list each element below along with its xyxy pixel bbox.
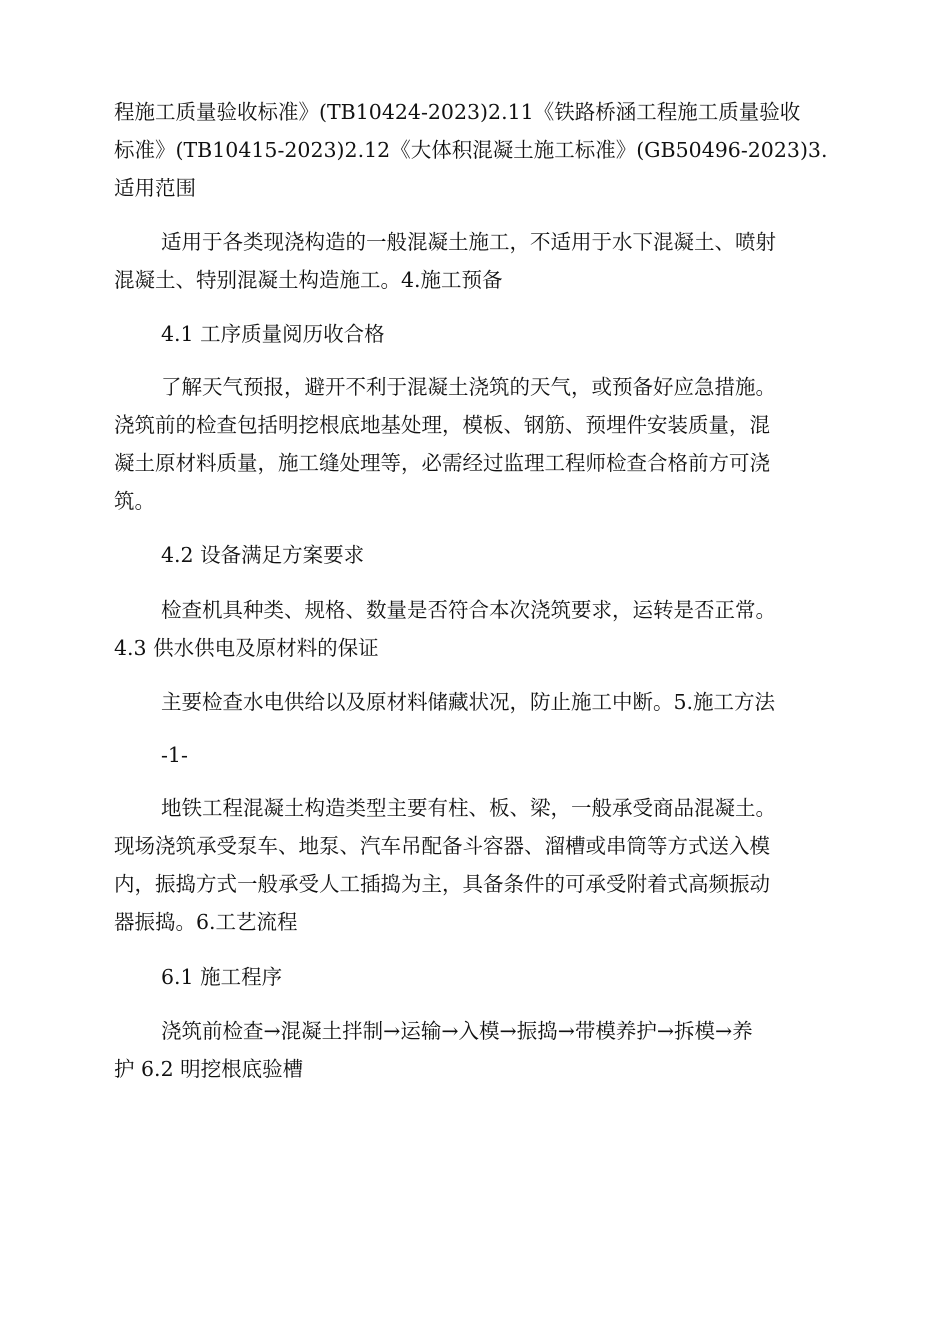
paragraph-line: 主要检查水电供给以及原材料储藏状况，防止施工中断。5.施工方法 bbox=[161, 690, 776, 714]
section-heading: 4.2 设备满足方案要求 bbox=[161, 543, 365, 567]
paragraph-line: 标准》(TB10415-2023)2.12《大体积混凝土施工标准》(GB50496-2023)3. bbox=[114, 138, 828, 162]
paragraph-line: 适用范围 bbox=[114, 176, 196, 200]
paragraph-line: 筑。 bbox=[114, 489, 155, 513]
paragraph-line: 程施工质量验收标准》(TB10424-2023)2.11《铁路桥涵工程施工质量验收 bbox=[114, 100, 801, 124]
section-heading: 6.1 施工程序 bbox=[161, 965, 283, 989]
paragraph-line: 器振捣。6.工艺流程 bbox=[114, 910, 298, 934]
paragraph-line: 检查机具种类、规格、数量是否符合本次浇筑要求，运转是否正常。 bbox=[161, 598, 776, 622]
paragraph-line: 现场浇筑承受泵车、地泵、汽车吊配备斗容器、溜槽或串筒等方式送入模 bbox=[114, 834, 770, 858]
page-number: -1- bbox=[161, 743, 188, 767]
paragraph-line: 适用于各类现浇构造的一般混凝土施工，不适用于水下混凝土、喷射 bbox=[161, 230, 776, 254]
paragraph-line: 了解天气预报，避开不利于混凝土浇筑的天气，或预备好应急措施。 bbox=[161, 375, 776, 399]
paragraph-line: 内，振捣方式一般承受人工插捣为主，具备条件的可承受附着式高频振动 bbox=[114, 872, 770, 896]
section-heading: 4.1 工序质量阅历收合格 bbox=[161, 322, 385, 346]
paragraph-line: 地铁工程混凝土构造类型主要有柱、板、梁，一般承受商品混凝土。 bbox=[161, 796, 776, 820]
paragraph-line: 浇筑前的检查包括明挖根底地基处理，模板、钢筋、预埋件安装质量，混 bbox=[114, 413, 770, 437]
paragraph-line: 浇筑前检查→混凝土拌制→运输→入模→振捣→带模养护→拆模→养 bbox=[161, 1019, 753, 1043]
paragraph-line: 凝土原材料质量，施工缝处理等，必需经过监理工程师检查合格前方可浇 bbox=[114, 451, 770, 475]
paragraph-line: 护 6.2 明挖根底验槽 bbox=[114, 1057, 304, 1081]
section-heading: 4.3 供水供电及原材料的保证 bbox=[114, 636, 379, 660]
paragraph-line: 混凝土、特别混凝土构造施工。4.施工预备 bbox=[114, 268, 503, 292]
